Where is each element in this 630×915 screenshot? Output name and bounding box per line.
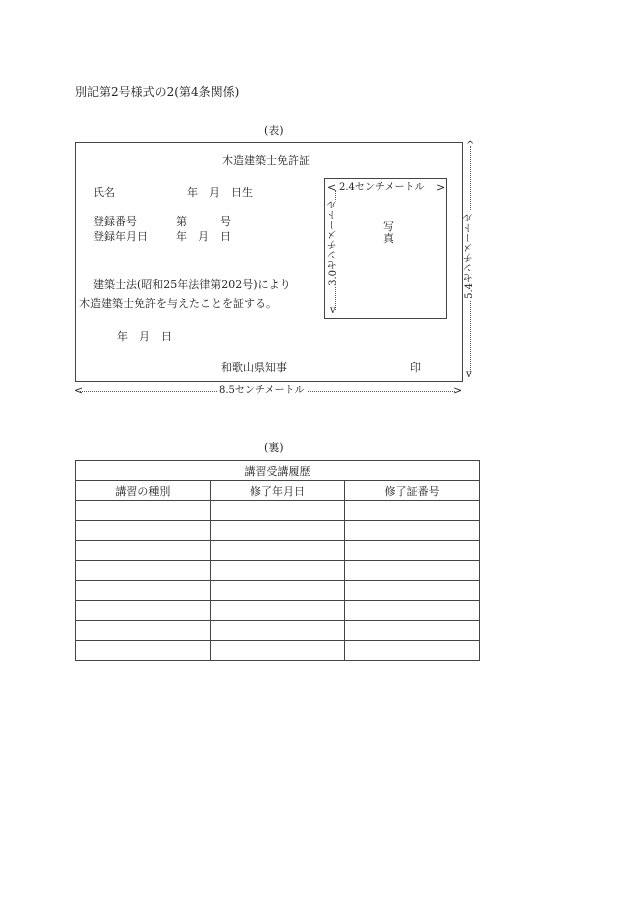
reg-date-value: 年 月 日 [176, 230, 231, 243]
photo-width-arrow-left-icon: < [327, 181, 337, 194]
table-cell [345, 601, 480, 621]
table-cell [345, 581, 480, 601]
reg-date-label: 登録年月日 [93, 230, 148, 243]
card-width-arrow-right-icon: > [453, 384, 463, 397]
issuer: 和歌山県知事 [221, 361, 287, 374]
back-label: (裏) [264, 441, 284, 454]
table-cell [76, 501, 211, 521]
table-cell [76, 581, 211, 601]
table-row [76, 541, 480, 561]
table-cell [210, 521, 345, 541]
table-cell [345, 541, 480, 561]
table-row [76, 621, 480, 641]
table-cell [345, 501, 480, 521]
column-header-course-type: 講習の種別 [76, 481, 211, 501]
certify-line-2: 木造建築士免許を与えたことを証する。 [79, 297, 277, 310]
photo-label-line-1: 写 [383, 220, 394, 233]
table-cell [210, 621, 345, 641]
table-cell [76, 621, 211, 641]
photo-height-arrow-bottom-icon: v [330, 305, 336, 316]
table-cell [210, 601, 345, 621]
card-title: 木造建築士免許証 [222, 154, 310, 167]
table-cell [210, 541, 345, 561]
table-title: 講習受講履歴 [76, 461, 480, 481]
card-height-arrow-top-icon: ^ [466, 140, 475, 151]
table-cell [210, 581, 345, 601]
table-cell [345, 561, 480, 581]
card-height-arrow-bottom-icon: v [466, 369, 472, 380]
table-cell [76, 601, 211, 621]
table-row [76, 581, 480, 601]
photo-label-line-2: 真 [383, 232, 394, 245]
table-cell [76, 561, 211, 581]
certify-line-1: 建築士法(昭和25年法律第202号)により [93, 278, 291, 291]
course-history-table [75, 460, 480, 661]
table-cell [345, 621, 480, 641]
table-row [76, 601, 480, 621]
photo-height-dimension: 3.0センチメートル [328, 200, 339, 286]
table-row [76, 561, 480, 581]
front-label: (表) [264, 124, 284, 137]
table-row [76, 521, 480, 541]
table-cell [76, 641, 211, 661]
reg-number-value: 第 号 [176, 215, 231, 228]
card-height-dimension: 5.4センチメートル [464, 213, 475, 299]
name-label: 氏名 [93, 186, 115, 199]
reg-number-label: 登録番号 [93, 215, 137, 228]
table-row [76, 501, 480, 521]
table-row [76, 641, 480, 661]
table-cell [345, 641, 480, 661]
column-header-certificate-number: 修了証番号 [345, 481, 480, 501]
birthdate-label: 年 月 日生 [187, 186, 253, 199]
table-cell [210, 561, 345, 581]
photo-width-arrow-right-icon: > [436, 181, 446, 194]
table-cell [210, 501, 345, 521]
table-cell [345, 521, 480, 541]
seal-mark: 印 [410, 361, 421, 374]
card-width-dimension: 8.5センチメートル [219, 385, 305, 396]
table-cell [76, 521, 211, 541]
column-header-completion-date: 修了年月日 [210, 481, 345, 501]
table-cell [210, 641, 345, 661]
issue-date: 年 月 日 [117, 330, 172, 343]
form-header-title: 別記第2号様式の2(第4条関係) [75, 85, 240, 99]
table-cell [76, 541, 211, 561]
photo-width-dimension: 2.4センチメートル [339, 182, 425, 193]
card-width-arrow-left-icon: < [74, 384, 84, 397]
photo-box [324, 178, 447, 319]
